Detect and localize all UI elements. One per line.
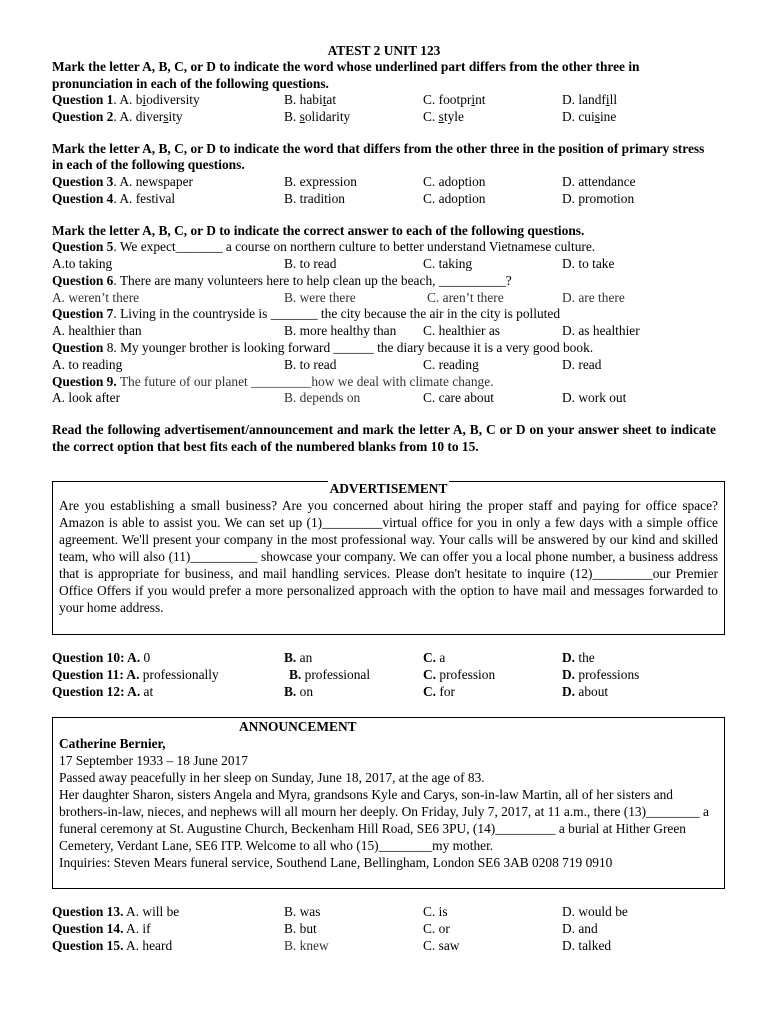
option-d: D. work out (562, 390, 627, 406)
option-d: D. read (562, 356, 602, 372)
option-c: C. saw (423, 937, 460, 953)
option-a: A.to taking (52, 255, 113, 271)
option-a: A. biodiversity (119, 92, 200, 108)
option-a: A. diversity (119, 108, 183, 124)
option-a: A. weren’t there (52, 289, 140, 305)
announcement-heading: ANNOUNCEMENT (239, 719, 357, 734)
option-d: D. as healthier (562, 323, 640, 339)
question-row (52, 921, 716, 938)
question-row (52, 92, 716, 109)
option-b: B. knew (284, 937, 329, 953)
option-c: C. aren’t there (427, 289, 504, 305)
question-label: Question 13. (52, 904, 124, 919)
option-b: B. expression (284, 173, 357, 189)
question-stem (52, 340, 716, 357)
option-b: B. solidarity (284, 108, 351, 124)
option-c: C. for (423, 683, 455, 699)
option-c: C. a (423, 650, 446, 665)
question-stem (52, 239, 716, 256)
option-c: C. style (423, 108, 464, 124)
question-text: The future of our planet _________how we deal with climate change. (116, 373, 494, 389)
option-d: D. landfill (562, 92, 618, 108)
question-label: Question 2 (52, 108, 114, 124)
option-c: C. care about (423, 390, 495, 406)
options-row (52, 290, 716, 307)
question-label: Question 15. (52, 937, 124, 953)
option-c: C. adoption (423, 190, 486, 206)
question-row (52, 684, 716, 701)
option-d: D. professions (562, 666, 640, 682)
option-d: D. to take (562, 255, 615, 271)
option-c: C. taking (423, 255, 473, 271)
question-label: Question 14. (52, 920, 124, 936)
option-b: B. were there (284, 289, 356, 305)
option-b: B. to read (284, 356, 337, 372)
options-row (52, 256, 716, 273)
option-a: A. to reading (52, 356, 123, 372)
question-label: Question (52, 339, 104, 355)
question-label: Question 5 (52, 239, 114, 255)
section4-instruction: Read the following advertisement/announcement and mark the letter A, B, C or D on your answer sheet to indicate the correct option that best fits each of the numbered blanks from 10 to 15. (52, 422, 716, 454)
option-c: C. reading (423, 356, 479, 372)
option-b: B. more healthy than (284, 323, 397, 339)
question-row (52, 109, 716, 126)
option-d: D. talked (562, 937, 612, 953)
option-a: A. will be (123, 904, 180, 919)
option-c: C. is (423, 904, 448, 919)
ad-questions (52, 650, 716, 700)
question-row (52, 938, 716, 955)
option-b: B. to read (284, 255, 337, 271)
question-row (52, 904, 716, 921)
question-label: Question 7 (52, 306, 114, 322)
advertisement-body: Are you establishing a small business? Are you concerned about hiring the proper staff and paying for office space? Amazon is able to assist you. We can set up (1)_________virtual office for you in only a few days with a simple office agreement. We'll present your company in the most professional way. Your calls will be answered by our kind and skilled team, who will also (11)__________ showcase your company. We can offer you a local phone number, a business address that is appropriate for business, and mail handling services. Please don't hesitate to inquire (12)_________our Premier Office Offers if you would prefer a more personalized approach with the option to have mail and messages forwarded to your home address. (59, 498, 718, 615)
question-suffix: . (113, 92, 120, 108)
option-d: D. about (562, 683, 609, 699)
option-a: . A. newspaper (113, 173, 193, 189)
question-row (52, 174, 716, 191)
option-c: C. adoption (423, 173, 486, 189)
section2-instruction: Mark the letter A, B, C, or D to indicate the word that differs from the other three in the position of primary stress in each of the following questions. (52, 140, 705, 173)
question-label: Question 6 (52, 272, 114, 288)
question-row (52, 191, 716, 208)
question-text: . We expect_______ a course on northern culture to better understand Vietnamese culture. (113, 239, 596, 255)
option-b: B. an (284, 650, 313, 665)
option-a: . A. festival (113, 190, 176, 206)
question-row (52, 650, 716, 667)
question-stem (52, 306, 716, 323)
question-stem (52, 374, 716, 391)
question-label: Question 10: A. (52, 650, 141, 665)
option-c: C. footprint (423, 92, 486, 108)
option-b: B. was (284, 904, 321, 919)
question-label: Question 1 (52, 92, 114, 108)
question-label: Question 11: A. (52, 666, 140, 682)
question-stem (52, 273, 716, 290)
section3-instruction: Mark the letter A, B, C, or D to indicate the correct answer to each of the following questions. (52, 222, 585, 238)
section1-instruction: Mark the letter A, B, C, or D to indicate the word whose underlined part differs from the other three in pronunciation in each of the following questions. (52, 59, 640, 91)
advertisement-box (52, 481, 725, 635)
option-b: B. professional (289, 666, 371, 682)
option-a: professionally (139, 666, 219, 682)
option-a: A. if (123, 920, 151, 936)
question-text: . There are many volunteers here to help clean up the beach, __________? (113, 272, 512, 288)
option-b: B. depends on (284, 390, 361, 406)
option-c: C. or (423, 920, 450, 936)
announcement-inquiries: Inquiries: Steven Mears funeral service, Southend Lane, Bellingham, London SE6 3AB 0208 719 0910 (59, 855, 613, 870)
question-text: . Living in the countryside is _______ the city because the air in the city is polluted (113, 306, 561, 322)
announcement-questions (52, 904, 716, 954)
advertisement-heading: ADVERTISEMENT (329, 481, 448, 496)
option-d: D. the (562, 650, 595, 665)
question-label: Question 9. (52, 373, 117, 389)
option-a: A. heard (123, 937, 173, 953)
announcement-body: Her daughter Sharon, sisters Angela and Myra, grandsons Kyle and Carys, son-in-law Martin, all of her sisters and brothers-in-law, nieces, and nephews will all mourn her deeply. On Friday, July 7, 2017, at 11 a.m., there (13)________ a funeral ceremony at St. Augustine Church, Beckenham Hill Road, SE6 3PU, (14)_________ a burial at Hither Green Cemetery, Verdant Lane, SE6 ITP. Welcome to all who (15)________my mother. (59, 787, 709, 853)
question-label: Question 12: A. (52, 683, 141, 699)
announcement-box (52, 717, 725, 889)
option-c: C. profession (423, 666, 496, 682)
options-row (52, 390, 716, 407)
option-b: B. tradition (284, 190, 345, 206)
option-d: D. and (562, 920, 598, 936)
option-a: A. healthier than (52, 323, 142, 339)
question-label: Question 4 (52, 190, 114, 206)
life-dates: 17 September 1933 – 18 June 2017 (59, 753, 248, 768)
option-d: D. promotion (562, 190, 635, 206)
option-d: D. would be (562, 904, 628, 919)
question-suffix: . (113, 108, 120, 124)
worksheet-page (52, 42, 716, 455)
page-title: ATEST 2 UNIT 123 (327, 43, 441, 58)
option-b: B. on (284, 683, 314, 699)
deceased-name: Catherine Bernier, (59, 736, 166, 751)
option-d: D. are there (562, 289, 625, 305)
option-a: A. look after (52, 390, 121, 406)
question-text: 8. My younger brother is looking forward ______ the diary because it is a very good book. (103, 339, 594, 355)
options-row (52, 357, 716, 374)
option-a: at (140, 683, 154, 699)
question-row (52, 667, 716, 684)
options-row (52, 323, 716, 340)
announcement-line: Passed away peacefully in her sleep on Sunday, June 18, 2017, at the age of 83. (59, 770, 485, 785)
question-label: Question 3 (52, 173, 114, 189)
option-a: 0 (140, 650, 151, 665)
option-d: D. attendance (562, 173, 636, 189)
option-d: D. cuisine (562, 108, 617, 124)
option-c: C. healthier as (423, 323, 500, 339)
option-b: B. habitat (284, 92, 337, 108)
option-b: B. but (284, 920, 317, 936)
